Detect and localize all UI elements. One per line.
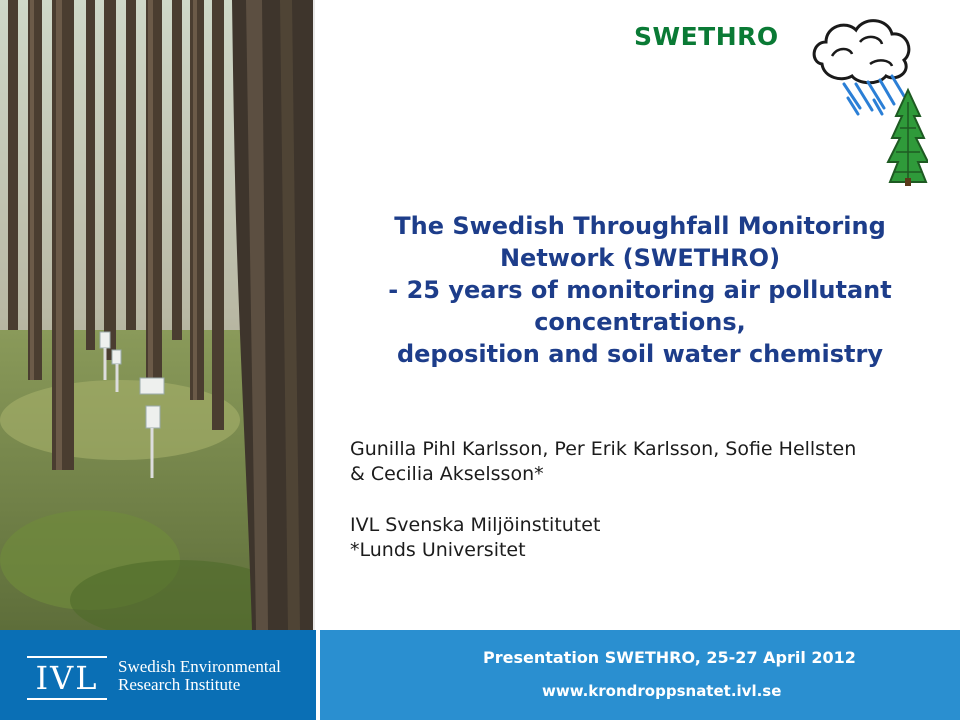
presentation-title bbox=[330, 210, 950, 370]
institute-line: Swedish Environmental bbox=[118, 657, 281, 676]
photo-divider bbox=[313, 0, 315, 630]
author-line: Gunilla Pihl Karlsson, Per Erik Karlsson, Sofie Hellsten bbox=[350, 438, 857, 460]
footer-info-panel bbox=[320, 630, 960, 720]
cloud-rain-icon bbox=[814, 21, 909, 114]
ivl-logo: IVL bbox=[27, 656, 107, 700]
footer-logo-panel bbox=[0, 630, 316, 720]
affiliation-line: *Lunds Universitet bbox=[350, 539, 526, 561]
affiliation-line: IVL Svenska Miljöinstitutet bbox=[350, 514, 601, 536]
title-line: - 25 years of monitoring air pollutant bbox=[388, 276, 892, 304]
weather-clipart bbox=[808, 12, 928, 190]
title-line: deposition and soil water chemistry bbox=[396, 340, 884, 368]
forest-photo bbox=[0, 0, 313, 630]
header-title: SWETHRO bbox=[634, 22, 779, 51]
authors bbox=[350, 437, 950, 487]
website-link[interactable]: www.krondroppsnatet.ivl.se bbox=[542, 682, 782, 700]
title-line: concentrations, bbox=[534, 308, 746, 336]
title-line: The Swedish Throughfall Monitoring bbox=[394, 212, 886, 240]
affiliations bbox=[350, 513, 950, 563]
institute-line: Research Institute bbox=[118, 675, 241, 694]
footer-bar bbox=[0, 630, 960, 720]
author-line: & Cecilia Akselsson* bbox=[350, 463, 544, 485]
presentation-info: Presentation SWETHRO, 25-27 April 2012 bbox=[483, 648, 856, 667]
institute-name bbox=[118, 658, 281, 694]
title-line: Network (SWETHRO) bbox=[499, 244, 781, 272]
